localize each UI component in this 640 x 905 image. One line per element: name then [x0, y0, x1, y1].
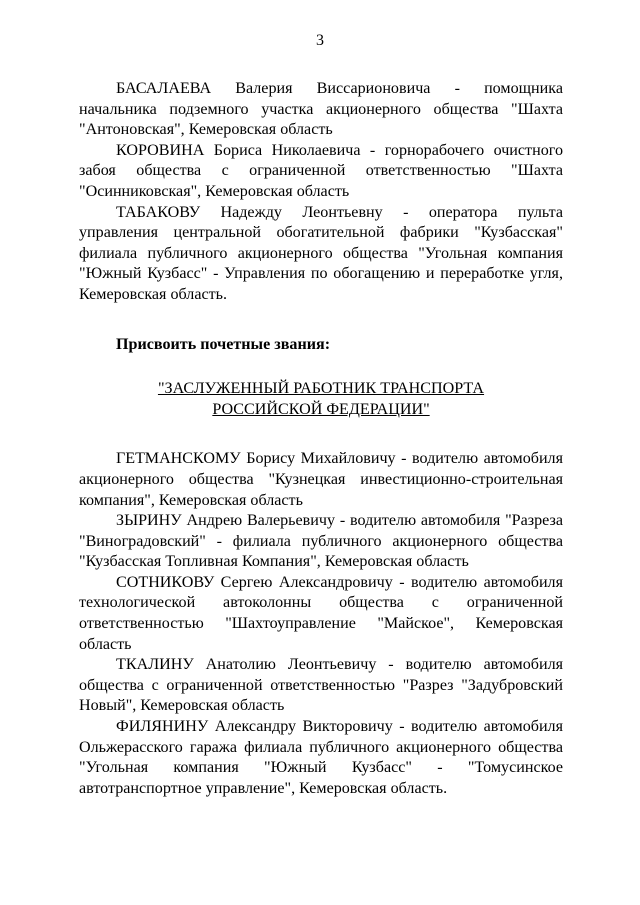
- honorary-title-line-1: "ЗАСЛУЖЕННЫЙ РАБОТНИК ТРАНСПОРТА: [157, 380, 485, 398]
- section-heading: Присвоить почетные звания:: [116, 335, 331, 353]
- award-entry-tkalin: ТКАЛИНУ Анатолию Леонтьевичу - водителю автомобиля общества с ограниченной ответственностью "Разрез "Задубровский Новый", Кемеровская область: [79, 656, 563, 715]
- award-entry-zyrin: ЗЫРИНУ Андрею Валерьевичу - водителю автомобиля "Разреза "Виноградовский" - филиала публичного акционерного общества "Кузбасская Топливная Компания", Кемеровская область: [79, 512, 563, 571]
- document-body: [79, 79, 563, 799]
- award-entry-sotnikov: СОТНИКОВУ Сергею Александровичу - водителю автомобиля технологической автоколонны общества с ограниченной ответственностью "Шахтоуправление "Майское", Кемеровская область: [79, 573, 563, 653]
- honorary-title-line-2: РОССИЙСКОЙ ФЕДЕРАЦИИ": [212, 400, 430, 418]
- page-number: 3: [316, 32, 324, 49]
- spacer: [79, 420, 563, 449]
- award-entry-getmansky: ГЕТМАНСКОМУ Борису Михайловичу - водителю автомобиля акционерного общества "Кузнецкая инвестиционно-строительная компания", Кемеровская область: [79, 450, 563, 509]
- award-entry-tabakova: ТАБАКОВУ Надежду Леонтьевну - оператора пульта управления центральной обогатительной фабрики "Кузбасская" филиала публичного акционерного общества "Угольная компания "Южный Кузбасс" - Управления по обогащению и переработке угля, Кемеровская область.: [79, 203, 563, 303]
- award-entry-filyanin: ФИЛЯНИНУ Александру Викторовичу - водителю автомобиля Ольжерасского гаража филиала публичного акционерного общества "Угольная компания "Южный Кузбасс" - "Томусинское автотранспортное управление", Кемеровская область.: [79, 718, 563, 797]
- award-entry-korovin: КОРОВИНА Бориса Николаевича - горнорабочего очистного забоя общества с ограниченной ответственностью "Шахта "Осинниковская", Кемеровская область: [79, 141, 563, 200]
- award-entry-basalaeva: БАСАЛАЕВА Валерия Виссарионовича - помощника начальника подземного участка акционерного общества "Шахта "Антоновская", Кемеровская область: [79, 80, 563, 139]
- honorary-title: [79, 379, 563, 420]
